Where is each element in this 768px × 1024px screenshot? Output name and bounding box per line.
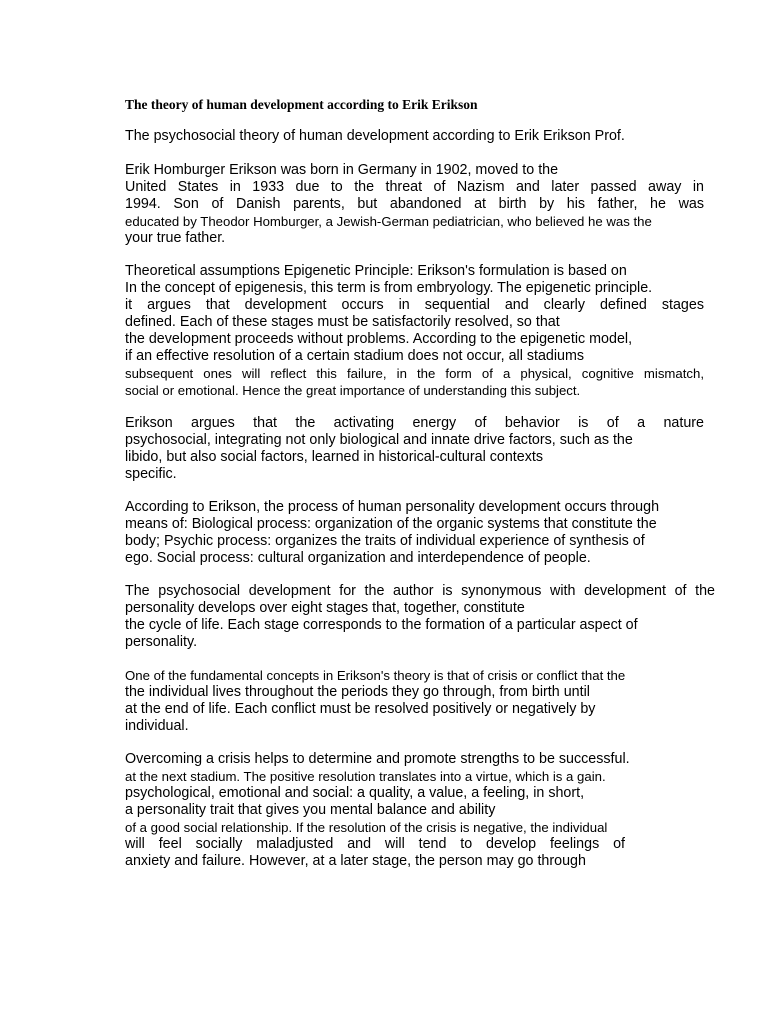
paragraph-line: educated by Theodor Homburger, a Jewish-German pediatrician, who believed he was the [125,214,652,229]
paragraph-line: 1994. Son of Danish parents, but abandoned at birth by his father, he was [125,196,704,212]
paragraph-line: The psychosocial development for the author is synonymous with development of the [125,583,715,599]
paragraph-line: Theoretical assumptions Epigenetic Principle: Erikson's formulation is based on [125,263,627,279]
document-title: The theory of human development according to Erik Erikson [125,97,478,112]
paragraph-crisis-concept [125,667,625,735]
paragraph-line: United States in 1933 due to the threat of Nazism and later passed away in [125,179,704,195]
paragraph-epigenetic-principle [125,263,704,399]
paragraph-line: Erik Homburger Erikson was born in Germany in 1902, moved to the [125,162,559,178]
paragraph-line: specific. [125,466,177,482]
paragraph-line: at the next stadium. The positive resolution translates into a virtue, which is a gain. [125,769,606,784]
paragraph-line: Erikson argues that the activating energy of behavior is of a nature [125,415,704,431]
paragraph-line: body; Psychic process: organizes the traits of individual experience of synthesis of [125,533,645,549]
paragraph-line: subsequent ones will reflect this failure, in the form of a physical, cognitive mismatch, [125,366,704,381]
paragraph-intro [125,128,625,145]
paragraph-line: individual. [125,718,189,734]
paragraph-line: ego. Social process: cultural organization and interdependence of people. [125,550,591,566]
paragraph-line: Overcoming a crisis helps to determine and promote strengths to be successful. [125,751,630,767]
paragraph-line: personality develops over eight stages that, together, constitute [125,600,525,616]
paragraph-line: will feel socially maladjusted and will tend to develop feelings of [125,836,625,852]
paragraph-line: libido, but also social factors, learned in historical-cultural contexts [125,449,543,465]
paragraph-line: of a good social relationship. If the resolution of the crisis is negative, the individual [125,820,608,835]
paragraph-line: One of the fundamental concepts in Erikson's theory is that of crisis or conflict that the [125,668,626,683]
paragraph-line: defined. Each of these stages must be satisfactorily resolved, so that [125,314,560,330]
paragraph-line: the individual lives throughout the periods they go through, from birth until [125,684,590,700]
paragraph-overcoming-crisis [125,751,630,870]
paragraph-line: means of: Biological process: organization of the organic systems that constitute the [125,516,657,532]
paragraph-line: if an effective resolution of a certain stadium does not occur, all stadiums [125,348,585,364]
paragraph-activating-energy [125,415,704,483]
paragraph-line: your true father. [125,230,226,246]
paragraph-biography [125,162,704,247]
paragraph-line: psychosocial, integrating not only biological and innate drive factors, such as the [125,432,633,448]
paragraph-line: The psychosocial theory of human development according to Erik Erikson Prof. [125,128,625,144]
paragraph-line: personality. [125,634,198,650]
paragraph-line: at the end of life. Each conflict must be resolved positively or negatively by [125,701,596,717]
paragraph-line: it argues that development occurs in sequential and clearly defined stages [125,297,704,313]
paragraph-line: In the concept of epigenesis, this term is from embryology. The epigenetic principle. [125,280,653,296]
paragraph-personality-process [125,499,659,567]
paragraph-line: a personality trait that gives you mental balance and ability [125,802,496,818]
paragraph-line: the development proceeds without problems. According to the epigenetic model, [125,331,633,347]
paragraph-psychosocial-development [125,583,715,651]
paragraph-line: According to Erikson, the process of human personality development occurs through [125,499,660,515]
paragraph-line: social or emotional. Hence the great importance of understanding this subject. [125,383,581,398]
paragraph-line: anxiety and failure. However, at a later stage, the person may go through [125,853,586,869]
paragraph-line: the cycle of life. Each stage corresponds to the formation of a particular aspect of [125,617,638,633]
paragraph-line: psychological, emotional and social: a quality, a value, a feeling, in short, [125,785,585,801]
